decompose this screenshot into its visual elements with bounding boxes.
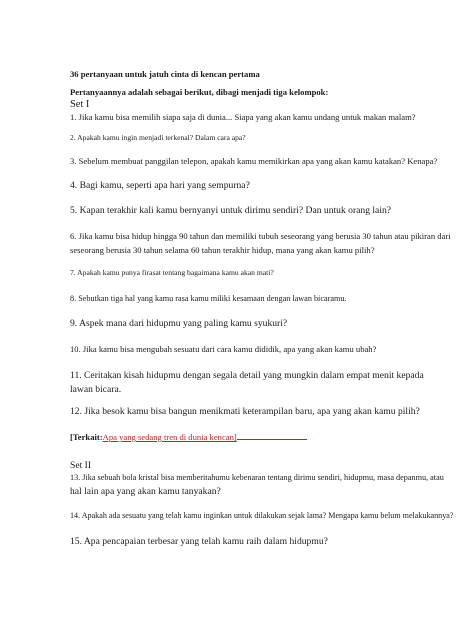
question-14: 14. Apakah ada sesuatu yang telah kamu inginkan untuk dilakukan sejak lama? Mengapa kamu belum melakukannya? <box>70 511 454 520</box>
question-11: 11. Ceritakan kisah hidupmu dengan segala detail yang mungkin dalam empat menit kepada <box>70 370 424 381</box>
question-11-continued: lawan bicara. <box>70 384 122 395</box>
question-13: 13. Jika sebuah bola kristal bisa memberitahumu kebenaran tentang dirimu sendiri, hidupmu, masa depanmu, atau <box>70 473 444 482</box>
question-6-continued: seseorang berusia 30 tahun selama 60 tahun terakhir hidup, mana yang akan kamu pilih? <box>70 245 375 255</box>
question-3: 3. Sebelum membuat panggilan telepon, apakah kamu memikirkan apa yang akan kamu katakan? Kenapa? <box>70 156 438 166</box>
question-1: 1. Jika kamu bisa memilih siapa saja di dunia... Siapa yang akan kamu undang untuk makan malam? <box>70 112 416 122</box>
set1-heading: Set I <box>70 99 90 110</box>
question-6: 6. Jika kamu bisa hidup hingga 90 tahun dan memiliki tubuh seseorang yang berusia 30 tahun atau pikiran dari <box>70 231 451 241</box>
related-article <box>70 430 438 442</box>
question-7: 7. Apakah kamu punya firasat tentang bagaimana kamu akan mati? <box>70 268 274 277</box>
question-12: 12. Jika besok kamu bisa bangun menikmati keterampilan baru, apa yang akan kamu pilih? <box>70 406 420 417</box>
question-8: 8. Sebutkan tiga hal yang kamu rasa kamu miliki kesamaan dengan lawan bicaramu. <box>70 294 347 303</box>
question-9: 9. Aspek mana dari hidupmu yang paling kamu syukuri? <box>70 318 288 329</box>
related-article-link[interactable]: Apa yang sedang tren di dunia kencan] <box>102 432 237 442</box>
set2-heading: Set II <box>70 460 92 471</box>
question-2: 2. Apakah kamu ingin menjadi terkenal? Dalam cara apa? <box>70 133 246 142</box>
question-15: 15. Apa pencapaian terbesar yang telah kamu raih dalam hidupmu? <box>70 536 328 547</box>
question-10: 10. Jika kamu bisa mengubah sesuatu dari cara kamu dididik, apa yang akan kamu ubah? <box>70 344 377 354</box>
question-4: 4. Bagi kamu, seperti apa hari yang sempurna? <box>70 180 250 191</box>
related-label: [Terkait: <box>70 432 103 442</box>
question-13-continued: hal lain apa yang akan kamu tanyakan? <box>70 486 221 497</box>
question-5: 5. Kapan terakhir kali kamu bernyanyi untuk dirimu sendiri? Dan untuk orang lain? <box>70 205 392 216</box>
document-title: 36 pertanyaan untuk jatuh cinta di kencan pertama <box>70 69 260 79</box>
link-underline <box>237 430 307 440</box>
intro-text: Pertanyaannya adalah sebagai berikut, dibagi menjadi tiga kelompok: <box>70 87 329 97</box>
